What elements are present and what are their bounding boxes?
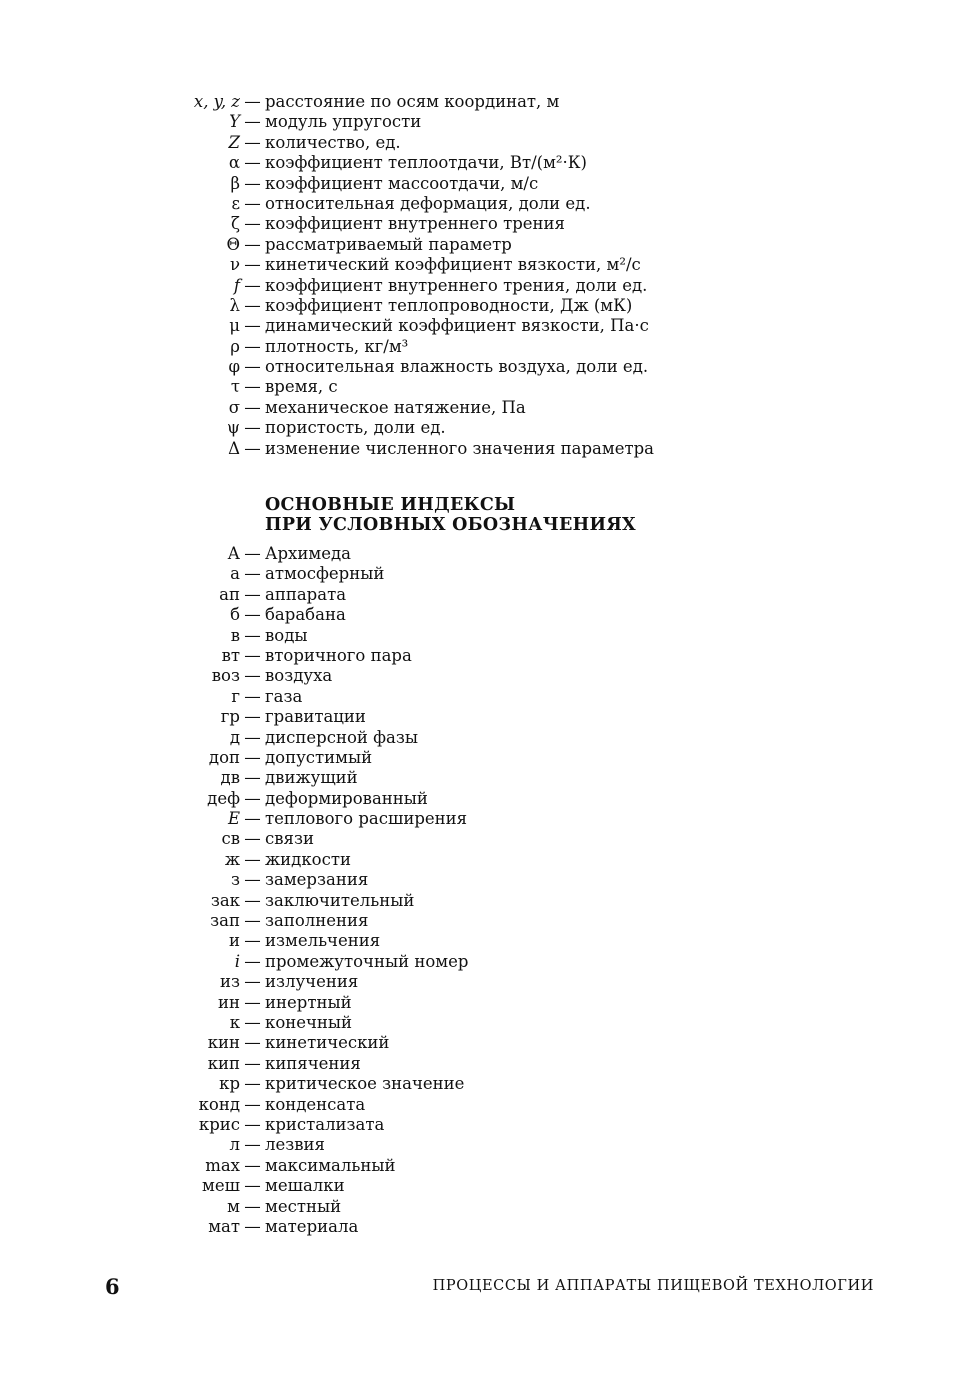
index-definition: измельчения — [265, 931, 381, 951]
symbol-row — [0, 174, 975, 194]
definition: коэффициент внутреннего трения, доли ед. — [265, 275, 648, 295]
index-symbol: крис — [198, 1114, 240, 1134]
dash: — — [244, 931, 261, 951]
symbol-row — [0, 112, 975, 132]
index-definition: конденсата — [265, 1094, 366, 1114]
dash: — — [244, 625, 261, 645]
index-row — [0, 1135, 975, 1155]
definition: плотность, кг/м³ — [265, 336, 409, 356]
dash: — — [244, 255, 261, 275]
symbol-row — [0, 377, 975, 397]
definition: расстояние по осям координат, м — [265, 92, 560, 111]
dash: — — [244, 951, 261, 971]
index-symbol: ап — [219, 584, 240, 604]
index-symbol: св — [221, 829, 240, 849]
index-row — [0, 870, 975, 890]
symbol-row — [0, 214, 975, 234]
index-symbol: а — [230, 564, 240, 584]
index-row — [0, 1074, 975, 1094]
symbol: τ — [230, 377, 240, 397]
index-row — [0, 728, 975, 748]
index-symbol: i — [234, 951, 240, 971]
definition: механическое натяжение, Па — [265, 397, 526, 417]
symbol-row — [0, 92, 975, 112]
dash: — — [244, 870, 261, 890]
symbol: ν — [229, 255, 240, 275]
symbol: ζ — [231, 214, 240, 234]
index-definition: материала — [265, 1216, 359, 1236]
index-row — [0, 1115, 975, 1135]
dash: — — [244, 1216, 261, 1236]
symbol-row — [0, 276, 975, 296]
index-symbol: в — [230, 625, 240, 645]
index-row — [0, 646, 975, 666]
index-symbol: г — [231, 686, 240, 706]
dash: — — [244, 92, 261, 111]
symbol: μ — [229, 316, 240, 336]
index-symbol: воз — [211, 666, 240, 686]
dash: — — [244, 214, 261, 234]
index-definition: конечный — [265, 1012, 353, 1032]
dash: — — [244, 645, 261, 665]
symbols-list — [0, 92, 975, 459]
dash: — — [244, 1196, 261, 1216]
dash: — — [244, 112, 261, 132]
index-symbol: дв — [220, 768, 240, 788]
index-definition: кинетический — [265, 1033, 390, 1053]
index-row — [0, 829, 975, 849]
page-number: 6 — [105, 1274, 120, 1299]
dash: — — [244, 193, 261, 213]
index-row — [0, 626, 975, 646]
dash: — — [244, 1053, 261, 1073]
index-row — [0, 666, 975, 686]
symbol-row — [0, 418, 975, 438]
symbol-row — [0, 296, 975, 316]
index-symbol: кр — [219, 1074, 240, 1094]
index-row — [0, 952, 975, 972]
dash: — — [244, 564, 261, 584]
definition: относительная влажность воздуха, доли ед. — [265, 357, 649, 377]
dash: — — [244, 132, 261, 152]
index-symbol: и — [229, 931, 240, 951]
index-symbol: зап — [210, 911, 240, 931]
dash: — — [244, 316, 261, 336]
dash: — — [244, 605, 261, 625]
dash: — — [244, 972, 261, 992]
index-row — [0, 605, 975, 625]
dash: — — [244, 1094, 261, 1114]
index-row — [0, 707, 975, 727]
dash: — — [244, 809, 261, 829]
definition: кинетический коэффициент вязкости, м²/с — [265, 255, 641, 275]
dash: — — [244, 544, 261, 563]
dash: — — [244, 727, 261, 747]
index-symbol: кин — [207, 1033, 240, 1053]
index-definition: газа — [265, 686, 303, 706]
symbol-row — [0, 133, 975, 153]
index-definition: допустимый — [265, 747, 373, 767]
definition: коэффициент теплопроводности, Дж (мК) — [265, 295, 633, 315]
dash: — — [244, 438, 261, 458]
index-definition: кристализата — [265, 1114, 385, 1134]
index-row — [0, 993, 975, 1013]
index-definition: Архимеда — [265, 544, 351, 563]
index-symbol: зак — [210, 890, 240, 910]
index-symbol: мат — [208, 1216, 240, 1236]
definition: изменение численного значения параметра — [265, 438, 655, 458]
index-symbol: доп — [208, 747, 240, 767]
section-title — [265, 495, 636, 535]
symbol: ψ — [227, 418, 240, 438]
dash: — — [244, 768, 261, 788]
section-title-line-1: ОСНОВНЫЕ ИНДЕКСЫ — [265, 495, 516, 515]
index-row — [0, 1033, 975, 1053]
dash: — — [244, 686, 261, 706]
definition: рассматриваемый параметр — [265, 234, 512, 254]
index-definition: гравитации — [265, 707, 366, 727]
dash: — — [244, 829, 261, 849]
symbol: ε — [231, 193, 240, 213]
symbol-row — [0, 398, 975, 418]
index-symbol: кип — [207, 1053, 240, 1073]
dash: — — [244, 1135, 261, 1155]
index-definition: связи — [265, 829, 314, 849]
index-definition: излучения — [265, 972, 359, 992]
index-definition: замерзания — [265, 870, 369, 890]
definition: коэффициент массоотдачи, м/с — [265, 173, 539, 193]
definition: количество, ед. — [265, 132, 401, 152]
dash: — — [244, 992, 261, 1012]
dash: — — [244, 1033, 261, 1053]
index-definition: максимальный — [265, 1155, 396, 1175]
symbol: Z — [228, 132, 240, 152]
symbol: λ — [229, 295, 240, 315]
definition: коэффициент теплоотдачи, Вт/(м²·К) — [265, 153, 587, 173]
index-definition: деформированный — [265, 788, 428, 808]
section-title-line-2: ПРИ УСЛОВНЫХ ОБОЗНАЧЕНИЯХ — [265, 515, 636, 535]
index-row — [0, 1054, 975, 1074]
index-symbol: E — [227, 809, 240, 829]
definition: коэффициент внутреннего трения — [265, 214, 565, 234]
index-row — [0, 809, 975, 829]
dash: — — [244, 1176, 261, 1196]
dash: — — [244, 1114, 261, 1134]
symbol: Δ — [228, 438, 240, 458]
symbol: φ — [228, 357, 240, 377]
index-row — [0, 748, 975, 768]
definition: модуль упругости — [265, 112, 422, 132]
index-row — [0, 1176, 975, 1196]
index-definition: атмосферный — [265, 564, 385, 584]
dash: — — [244, 173, 261, 193]
definition: относительная деформация, доли ед. — [265, 193, 591, 213]
index-row — [0, 687, 975, 707]
dash: — — [244, 397, 261, 417]
dash: — — [244, 418, 261, 438]
symbol: Θ — [226, 234, 240, 254]
index-symbol: из — [220, 972, 240, 992]
dash: — — [244, 234, 261, 254]
definition: пористость, доли ед. — [265, 418, 446, 438]
index-symbol: ин — [218, 992, 240, 1012]
index-row — [0, 1156, 975, 1176]
index-definition: аппарата — [265, 584, 347, 604]
dash: — — [244, 377, 261, 397]
symbol-row — [0, 316, 975, 336]
dash: — — [244, 666, 261, 686]
index-row — [0, 564, 975, 584]
index-row — [0, 911, 975, 931]
index-definition: дисперсной фазы — [265, 727, 419, 747]
index-definition: местный — [265, 1196, 342, 1216]
index-symbol: гр — [220, 707, 240, 727]
index-symbol: вт — [221, 645, 240, 665]
index-symbol: з — [231, 870, 240, 890]
index-definition: воздуха — [265, 666, 333, 686]
index-row — [0, 931, 975, 951]
index-symbol: к — [229, 1012, 240, 1032]
index-definition: жидкости — [265, 849, 351, 869]
dash: — — [244, 336, 261, 356]
index-row — [0, 789, 975, 809]
index-row — [0, 1095, 975, 1115]
dash: — — [244, 788, 261, 808]
dash: — — [244, 849, 261, 869]
symbol-row — [0, 153, 975, 173]
symbol-row — [0, 357, 975, 377]
symbol-row — [0, 337, 975, 357]
index-row — [0, 972, 975, 992]
index-definition: инертный — [265, 992, 352, 1012]
dash: — — [244, 1012, 261, 1032]
definition: время, с — [265, 377, 338, 397]
definition: динамический коэффициент вязкости, Па·с — [265, 316, 649, 336]
index-row — [0, 850, 975, 870]
index-symbol: конд — [198, 1094, 240, 1114]
dash: — — [244, 584, 261, 604]
dash: — — [244, 911, 261, 931]
dash: — — [244, 747, 261, 767]
symbol: α — [228, 153, 240, 173]
index-definition: критическое значение — [265, 1074, 465, 1094]
index-row — [0, 891, 975, 911]
index-definition: промежуточный номер — [265, 951, 469, 971]
index-definition: мешалки — [265, 1176, 345, 1196]
index-row — [0, 585, 975, 605]
index-symbol: меш — [202, 1176, 240, 1196]
symbol-row — [0, 439, 975, 459]
index-symbol: л — [229, 1135, 240, 1155]
symbol: σ — [228, 397, 240, 417]
index-row — [0, 544, 975, 564]
symbol-row — [0, 194, 975, 214]
symbol: ρ — [230, 336, 240, 356]
dash: — — [244, 275, 261, 295]
index-row — [0, 768, 975, 788]
index-definition: кипячения — [265, 1053, 361, 1073]
dash: — — [244, 295, 261, 315]
index-symbol: А — [227, 544, 240, 563]
index-symbol: max — [205, 1155, 240, 1175]
index-definition: заполнения — [265, 911, 369, 931]
symbol: β — [230, 173, 240, 193]
index-definition: теплового расширения — [265, 809, 468, 829]
symbol: f — [233, 275, 240, 295]
index-row — [0, 1217, 975, 1237]
index-definition: вторичного пара — [265, 645, 412, 665]
index-definition: воды — [265, 625, 308, 645]
symbol: x, y, z — [193, 92, 240, 111]
dash: — — [244, 890, 261, 910]
index-symbol: б — [230, 605, 240, 625]
index-row — [0, 1197, 975, 1217]
dash: — — [244, 1155, 261, 1175]
index-symbol: м — [227, 1196, 240, 1216]
index-row — [0, 1013, 975, 1033]
symbol: Y — [229, 112, 240, 132]
dash: — — [244, 153, 261, 173]
dash: — — [244, 707, 261, 727]
symbol-row — [0, 255, 975, 275]
index-symbol: д — [229, 727, 240, 747]
index-definition: движущий — [265, 768, 358, 788]
dash: — — [244, 1074, 261, 1094]
index-symbol: ж — [224, 849, 240, 869]
index-definition: лезвия — [265, 1135, 325, 1155]
symbol-row — [0, 235, 975, 255]
running-title: ПРОЦЕССЫ И АППАРАТЫ ПИЩЕВОЙ ТЕХНОЛОГИИ — [432, 1278, 874, 1294]
dash: — — [244, 357, 261, 377]
index-definition: барабана — [265, 605, 346, 625]
index-symbol: деф — [207, 788, 240, 808]
index-definition: заключительный — [265, 890, 415, 910]
indices-list — [0, 544, 975, 1237]
